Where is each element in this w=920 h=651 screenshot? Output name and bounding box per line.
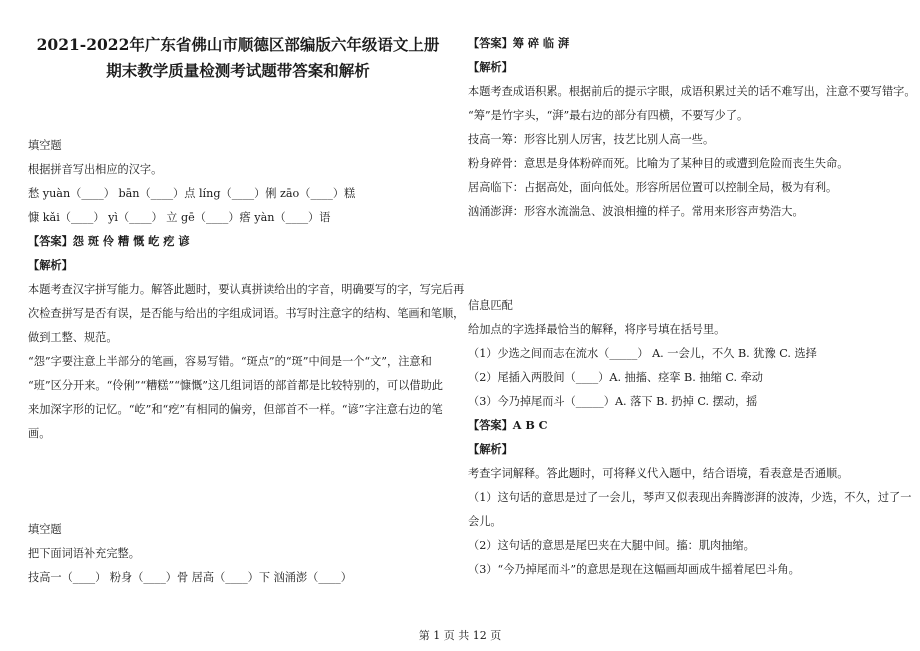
q1-analysis-line: 次检查拼写是否有误，是否能与给出的字组成词语。书写时注意字的结构、笔画和笔顺， bbox=[28, 307, 465, 320]
q1-analysis-line: 画。 bbox=[28, 427, 51, 440]
q2-analysis-line: 汹涌澎湃：形容水流湍急、波浪相撞的样子。常用来形容声势浩大。 bbox=[468, 205, 804, 218]
title-line-2: 期末教学质量检测考试题带答案和解析 bbox=[106, 61, 370, 80]
q3-analysis-line: （1）这句话的意思是过了一会儿，琴声又似表现出奔腾澎湃的波涛，少选，不久，过了一 bbox=[468, 491, 912, 504]
q2-type: 填空题 bbox=[28, 523, 62, 536]
document-title bbox=[28, 32, 448, 84]
q2-analysis-line: 粉身碎骨：意思是身体粉碎而死。比喻为了某种目的或遭到危险而丧生失命。 bbox=[468, 157, 849, 170]
q1-row-1: 愁 yuàn（____） bān（____）点 líng（____）俐 zāo（____）糕 bbox=[28, 187, 356, 200]
q2-row: 技高一（____） 粉身（____）骨 居高（____）下 汹涌澎（____） bbox=[28, 571, 352, 584]
q3-item: （1）少选之间而志在流水（_____） A. 一会儿，不久 B. 犹豫 C. 选择 bbox=[468, 347, 817, 360]
q3-item: （2）尾插入两股间（____）A. 抽搐、痉挛 B. 抽缩 C. 牵动 bbox=[468, 371, 763, 384]
q1-analysis-line: 本题考查汉字拼写能力。解答此题时，要认真拼读给出的字音，明确要写的字，写完后再 bbox=[28, 283, 465, 296]
q1-analysis-line: “班”区分开来。“伶俐”“糟糕”“慷慨”这几组词语的部首都是比较特别的，可以借助此 bbox=[28, 379, 443, 392]
q1-analysis-line: 来加深字形的记忆。“屹”和“疙”有相同的偏旁，但部首不一样。“谚”字注意右边的笔 bbox=[28, 403, 443, 416]
q3-analysis-line: （3）“今乃掉尾而斗”的意思是现在这幅画却画成牛摇着尾巴斗角。 bbox=[468, 563, 800, 576]
q3-analysis-line: 考查字词解释。答此题时，可将释义代入题中，结合语境，看表意是否通顺。 bbox=[468, 467, 849, 480]
q2-analysis-line: 居高临下：占据高处，面向低处。形容所居位置可以控制全局，极为有利。 bbox=[468, 181, 838, 194]
q3-prompt: 给加点的字选择最恰当的解释，将序号填在括号里。 bbox=[468, 323, 726, 336]
q3-type: 信息匹配 bbox=[468, 299, 513, 312]
q3-answer: 【答案】A B C bbox=[468, 418, 548, 432]
q1-answer: 【答案】怨 斑 伶 糟 慨 屹 疙 谚 bbox=[28, 234, 190, 248]
q1-analysis-label: 【解析】 bbox=[28, 258, 73, 272]
q2-analysis-line: 技高一筹：形容比别人厉害，技艺比别人高一些。 bbox=[468, 133, 715, 146]
q2-analysis-label: 【解析】 bbox=[468, 60, 513, 74]
q2-answer: 【答案】筹 碎 临 湃 bbox=[468, 36, 570, 50]
q1-prompt: 根据拼音写出相应的汉字。 bbox=[28, 163, 163, 176]
q1-row-2: 慷 kǎi（____） yì（____） 立 gē（____）瘩 yàn（____）语 bbox=[28, 211, 331, 224]
q2-prompt: 把下面词语补充完整。 bbox=[28, 547, 140, 560]
q1-analysis-line: “怨”字要注意上半部分的笔画，容易写错。“斑点”的“斑”中间是一个“文”，注意和 bbox=[28, 355, 432, 368]
q2-analysis-line: 本题考查成语积累。根据前后的提示字眼，成语积累过关的话不难写出，注意不要写错字。 bbox=[468, 85, 916, 98]
q1-type: 填空题 bbox=[28, 139, 62, 152]
q3-analysis-label: 【解析】 bbox=[468, 442, 513, 456]
q3-analysis-line: （2）这句话的意思是尾巴夹在大腿中间。搐：肌肉抽缩。 bbox=[468, 539, 755, 552]
q3-analysis-line: 会儿。 bbox=[468, 515, 502, 528]
page-footer: 第 1 页 共 12 页 bbox=[418, 629, 502, 642]
q2-analysis-line: “筹”是竹字头，“湃”最右边的部分有四横，不要写少了。 bbox=[468, 109, 749, 122]
title-line-1: 2021-2022年广东省佛山市顺德区部编版六年级语文上册 bbox=[36, 35, 440, 54]
q1-analysis-line: 做到工整、规范。 bbox=[28, 331, 118, 344]
q3-item: （3）今乃掉尾而斗（_____）A. 落下 B. 扔掉 C. 摆动，摇 bbox=[468, 395, 758, 408]
